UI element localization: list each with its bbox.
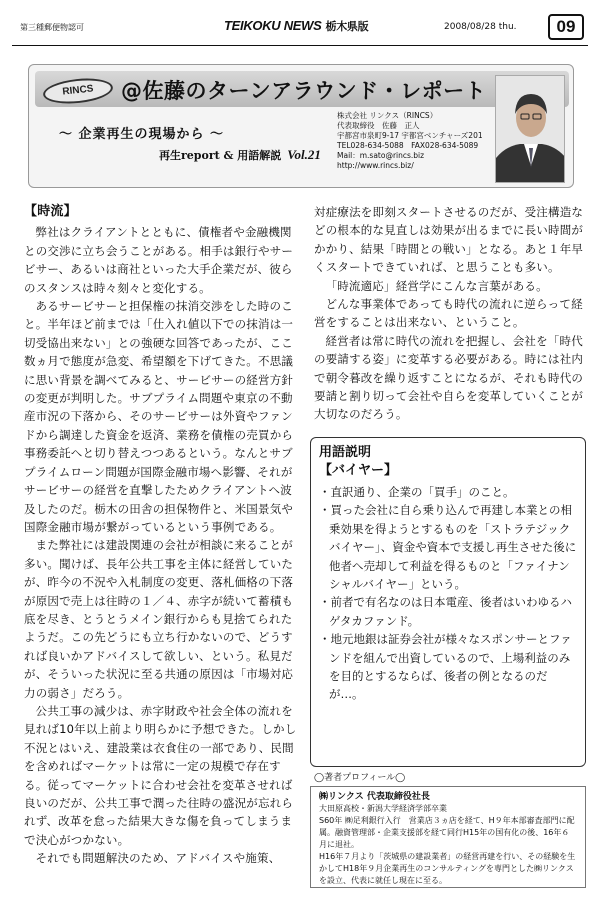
glossary-box [310, 437, 586, 767]
glossary-term: 【バイヤー】 [319, 463, 398, 478]
section-heading: 【時流】 [24, 204, 77, 219]
series-name: 再生report & 用語解説 [159, 149, 282, 162]
edition-label: 栃木県版 [325, 21, 369, 33]
company-url: http://www.rincs.biz/ [337, 161, 414, 170]
author-profile [310, 786, 586, 888]
article-paragraph: それでも問題解決のため、アドバイスや施策、 [35, 851, 281, 866]
article-paragraph: 公共工事の減少は、赤字財政や社会全体の流れを見れば10年以上前より明らかに予想できた。しかし不況とはいえ、建設業は衣食住の一部であり、民間を含めればマーケットは常に一定の規模で存在する。従ってマーケットに合わせ会社を変革させれば良いのだが、公共工事で潤った往時の盛況が忘れられず、改革を怠った結果大きな傷を負ってしまうまで決心がつかない。 [24, 703, 297, 847]
profile-line: H16年７月より「茨城県の建設業者」の経営再建を行い、その経験を生かしてH18年９月企業再生のコンサルティングを専門とした㈱リンクスを設立、代表に就任し現在に至る。 [319, 852, 576, 885]
page-header [12, 10, 588, 46]
article-paragraph: 「時流適応」経営学にこんな言葉がある。 [325, 278, 548, 293]
profile-label: ◯著者プロフィール◯ [314, 773, 406, 783]
glossary-item: ・買った会社に自ら乗り込んで再建し本業との相乗効果を得ようとするものを「ストラテジックバイヤー」、資金や資本で支援し再生させた後に他者へ売却して利益を得るものと「ファイナンシャルバイヤー」という。 [319, 503, 577, 592]
article-paragraph: 経営者は常に時代の流れを把握し、会社を「時代の要請する姿」に変革する必要がある。時には社内で朝令暮改を繰り返すことになるが、それも時代の要請と割り切って会社や自らを変革していくことが大切なのだろう。 [314, 333, 584, 422]
article-paragraph: 弊社はクライアントとともに、債権者や金融機関との交渉に立ち会うことがある。相手は銀行やサービサー、あるいは商社といった大手企業だが、彼らのスタンスは時々刻々と変化する。 [24, 225, 294, 295]
author-photo [495, 75, 565, 183]
company-address: 宇都宮市泉町9-17 宇都宮ベンチャーズ201 [337, 131, 483, 140]
page-number: 09 [548, 14, 584, 40]
glossary-item: ・直訳通り、企業の「買手」のこと。 [319, 485, 515, 499]
volume-number: Vol.21 [287, 147, 321, 162]
header-rule [12, 45, 588, 46]
series-label [159, 147, 321, 163]
glossary-heading: 用語説明 [319, 445, 372, 460]
profile-line: S60年 ㈱足利銀行入行 営業店３ヵ店を経て、H９年本部審査部門に配属。融資管理部・企業支援部を経て同行H15年の国有化の後、16年６月に退社。 [319, 816, 575, 849]
brand-name: TEIKOKU NEWS [224, 18, 322, 33]
author-contact [337, 111, 483, 171]
issue-date: 2008/08/28 thu. [444, 22, 517, 32]
column-title: @佐藤のターンアラウンド・レポート [121, 79, 487, 103]
profile-name: ㈱リンクス 代表取締役社長 [319, 792, 430, 802]
title-panel [28, 64, 574, 188]
profile-line: 大田原高校・新潟大学経済学部卒業 [319, 804, 447, 813]
glossary-item: ・地元地銀は証券会社が様々なスポンサーとファンドを組んで出資しているので、上場利益のみを目的とするならば、後者の例となるのだが…。 [319, 632, 572, 702]
article-right-column [314, 203, 586, 424]
article-paragraph: また弊社には建設関連の会社が相談に来ることが多い。聞けば、長年公共工事を主体に経営していたが、昨今の不況や入札制度の変更、落札価格の下落が原因で売上は往時の１／４、赤字が続いて蓄積も底を尽き、とうとうメイン銀行からも見捨てられたようだ。この先どうにも立ち行かないので、どうすれば良いかアドバイスして欲しい、という。私見だが、そういった状況に至る共通の原因は「市場対応力の弱さ」だろう。 [24, 538, 294, 700]
column-subtitle: ～ 企業再生の現場から ～ [59, 127, 225, 142]
article-left-column [24, 203, 300, 893]
company-name: 株式会社 リンクス（RINCS） [337, 111, 438, 120]
article-paragraph: どんな事業体であっても時代の流れに逆らって経営をすることは出来ない、ということ。 [314, 297, 583, 330]
newspaper-brand [224, 18, 368, 34]
rincs-logo: RINCS [42, 75, 114, 106]
company-phone: TEL028-634-5088 FAX028-634-5089 [337, 141, 479, 150]
author-title: 代表取締役 佐藤 正人 [337, 121, 420, 130]
article-paragraph: あるサービサーと担保権の抹消交渉をした時のこと。半年ほど前までは「仕入れ値以下での抹消は一切受協出来ない」との強硬な回答であったが、ここ数ヵ月で態度が急変、希望額を下げてきた。不思議に思い背景を調べてみると、サービサーの経営方針の変更が判明した。サブプライム問題や東京の不動産市況の下落から、そのサービサーは外資やファンドから調達した資金を返済、業務を債権の売買から事務委託へと切り替えつつあるという。なんとサブプライムローン問題が国際金融市場へ影響、それがサービサーの経営を直撃したためクライアントへ波及したのだ。栃木の田舎の担保物件と、米国景気や国際金融市場が繋がっているという事例である。 [24, 299, 294, 534]
glossary-item: ・前者で有名なのは日本電産、後者はいわゆるハゲタカファンド。 [319, 595, 572, 628]
mail-permit: 第三種郵便物認可 [20, 23, 84, 32]
article-paragraph: 対症療法を即刻スタートさせるのだが、受注構造などの根本的な見直しは効果が出るまでに長い時間がかかり、結果「時間との戦い」となる。あと１年早くスタートできていれば、と思うことも多い。 [314, 205, 584, 275]
company-mail: Mail：m.sato@rincs.biz [337, 151, 425, 160]
